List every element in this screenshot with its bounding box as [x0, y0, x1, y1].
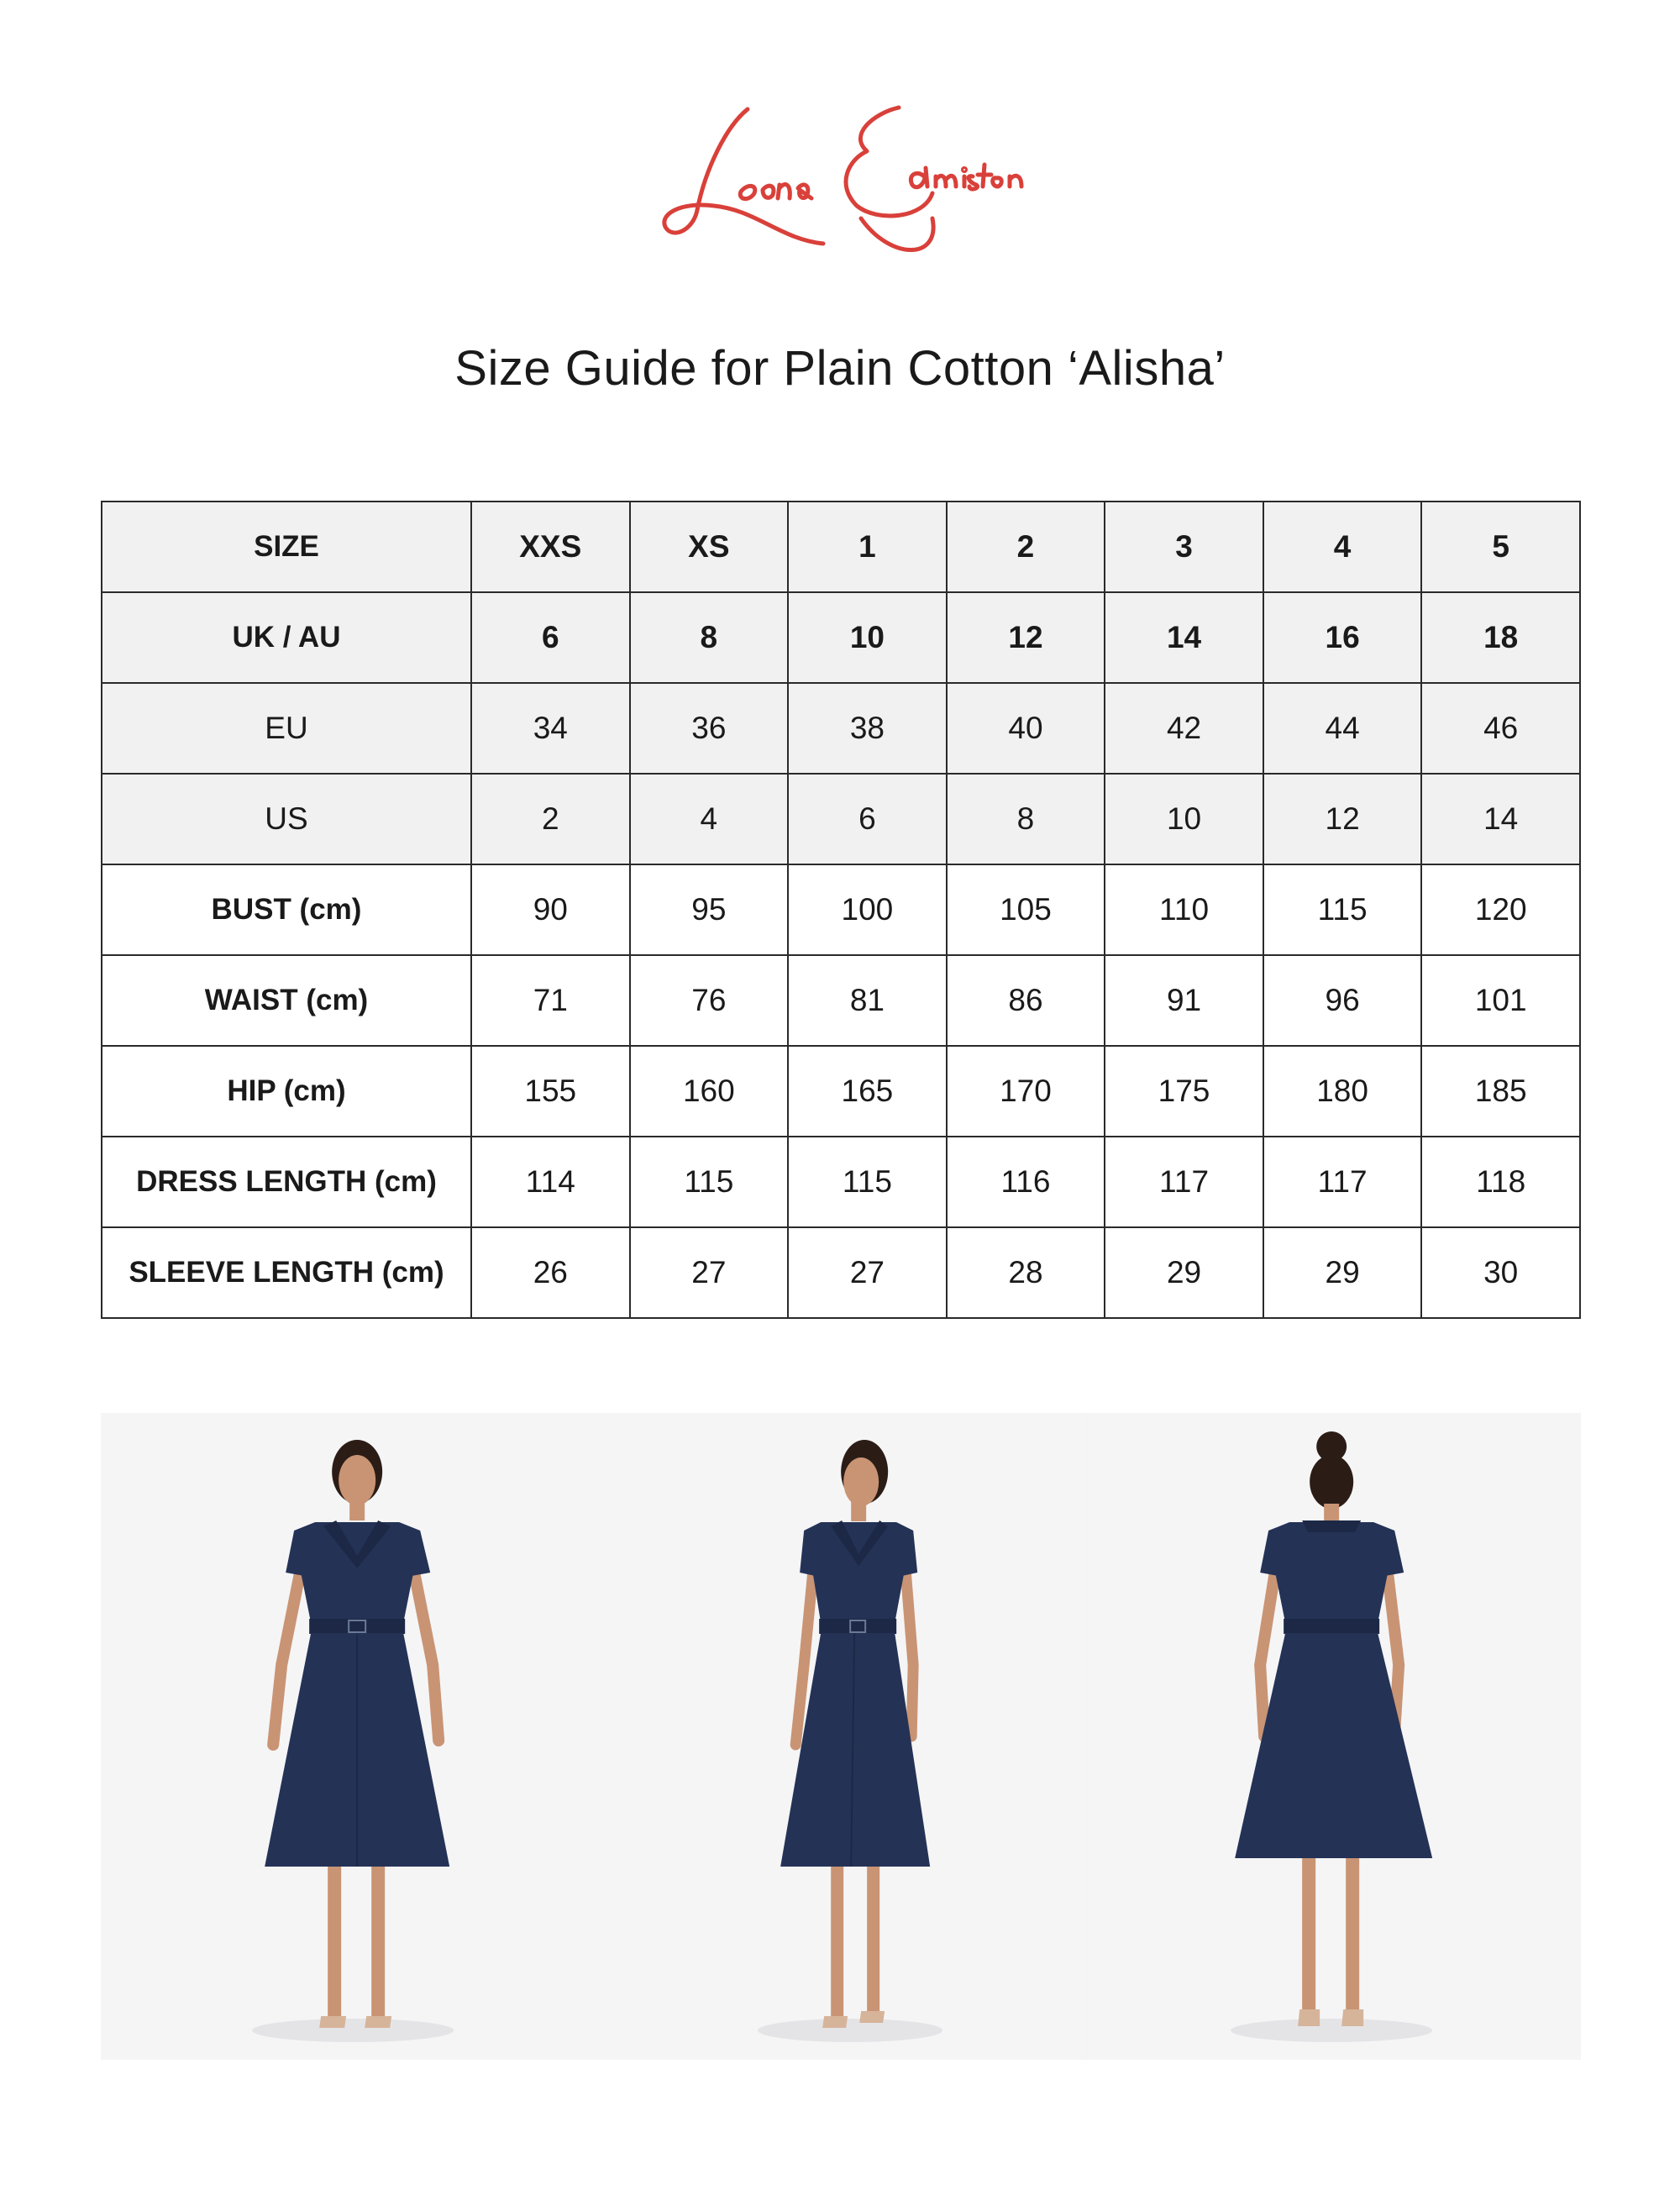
table-cell: 81 [788, 955, 947, 1046]
model-back-icon [1088, 1413, 1581, 2060]
table-row [102, 1227, 1580, 1318]
row-label: SIZE [102, 502, 471, 592]
table-row [102, 864, 1580, 955]
row-label: WAIST (cm) [102, 955, 471, 1046]
row-label: EU [102, 683, 471, 774]
table-row [102, 955, 1580, 1046]
row-label: HIP (cm) [102, 1046, 471, 1137]
table-cell: 40 [947, 683, 1105, 774]
table-cell: 16 [1263, 592, 1422, 683]
table-cell: 42 [1105, 683, 1263, 774]
table-cell: 26 [471, 1227, 630, 1318]
table-cell: 44 [1263, 683, 1422, 774]
table-cell: 114 [471, 1137, 630, 1227]
table-cell: 175 [1105, 1046, 1263, 1137]
table-cell: XS [630, 502, 789, 592]
table-cell: 100 [788, 864, 947, 955]
table-cell: 95 [630, 864, 789, 955]
row-label: DRESS LENGTH (cm) [102, 1137, 471, 1227]
table-cell: 91 [1105, 955, 1263, 1046]
table-cell: 76 [630, 955, 789, 1046]
table-cell: 36 [630, 683, 789, 774]
table-row [102, 592, 1580, 683]
table-cell: 71 [471, 955, 630, 1046]
table-cell: 116 [947, 1137, 1105, 1227]
table-cell: 101 [1421, 955, 1580, 1046]
table-cell: 155 [471, 1046, 630, 1137]
table-cell: 180 [1263, 1046, 1422, 1137]
table-cell: 120 [1421, 864, 1580, 955]
signature-logo-icon [647, 92, 1033, 286]
size-chart-table [101, 501, 1581, 1319]
table-cell: 3 [1105, 502, 1263, 592]
table-cell: 165 [788, 1046, 947, 1137]
table-cell: 8 [947, 774, 1105, 864]
table-cell: 4 [630, 774, 789, 864]
row-label: UK / AU [102, 592, 471, 683]
table-cell: 6 [471, 592, 630, 683]
table-cell: 18 [1421, 592, 1580, 683]
page-title: Size Guide for Plain Cotton ‘Alisha’ [454, 341, 1226, 396]
table-cell: 12 [1263, 774, 1422, 864]
product-photo-back [1088, 1413, 1581, 2060]
table-cell: 1 [788, 502, 947, 592]
table-row [102, 1046, 1580, 1137]
table-row [102, 502, 1580, 592]
table-cell: 5 [1421, 502, 1580, 592]
table-cell: 86 [947, 955, 1105, 1046]
table-cell: 46 [1421, 683, 1580, 774]
table-cell: 117 [1105, 1137, 1263, 1227]
table-cell: 115 [788, 1137, 947, 1227]
table-cell: 2 [947, 502, 1105, 592]
product-photo-strip [101, 1413, 1581, 2060]
brand-logo [647, 92, 1033, 286]
table-cell: 96 [1263, 955, 1422, 1046]
model-three-quarter-icon [594, 1413, 1087, 2060]
table-cell: 10 [788, 592, 947, 683]
table-cell: 29 [1263, 1227, 1422, 1318]
table-cell: 115 [1263, 864, 1422, 955]
table-cell: 38 [788, 683, 947, 774]
table-cell: 28 [947, 1227, 1105, 1318]
row-label: BUST (cm) [102, 864, 471, 955]
row-label: US [102, 774, 471, 864]
table-cell: 170 [947, 1046, 1105, 1137]
product-photo-three-quarter [594, 1413, 1087, 2060]
table-row [102, 774, 1580, 864]
table-row [102, 1137, 1580, 1227]
product-photo-front [101, 1413, 594, 2060]
table-cell: 8 [630, 592, 789, 683]
table-cell: 115 [630, 1137, 789, 1227]
table-cell: 30 [1421, 1227, 1580, 1318]
table-cell: 10 [1105, 774, 1263, 864]
table-cell: XXS [471, 502, 630, 592]
table-cell: 118 [1421, 1137, 1580, 1227]
table-cell: 117 [1263, 1137, 1422, 1227]
table-cell: 34 [471, 683, 630, 774]
table-cell: 27 [788, 1227, 947, 1318]
table-cell: 2 [471, 774, 630, 864]
table-cell: 185 [1421, 1046, 1580, 1137]
table-cell: 6 [788, 774, 947, 864]
table-cell: 160 [630, 1046, 789, 1137]
table-cell: 105 [947, 864, 1105, 955]
table-cell: 27 [630, 1227, 789, 1318]
model-front-icon [101, 1413, 594, 2060]
table-row [102, 683, 1580, 774]
table-cell: 29 [1105, 1227, 1263, 1318]
table-cell: 90 [471, 864, 630, 955]
table-cell: 14 [1421, 774, 1580, 864]
table-cell: 14 [1105, 592, 1263, 683]
table-cell: 4 [1263, 502, 1422, 592]
table-cell: 110 [1105, 864, 1263, 955]
row-label: SLEEVE LENGTH (cm) [102, 1227, 471, 1318]
table-cell: 12 [947, 592, 1105, 683]
